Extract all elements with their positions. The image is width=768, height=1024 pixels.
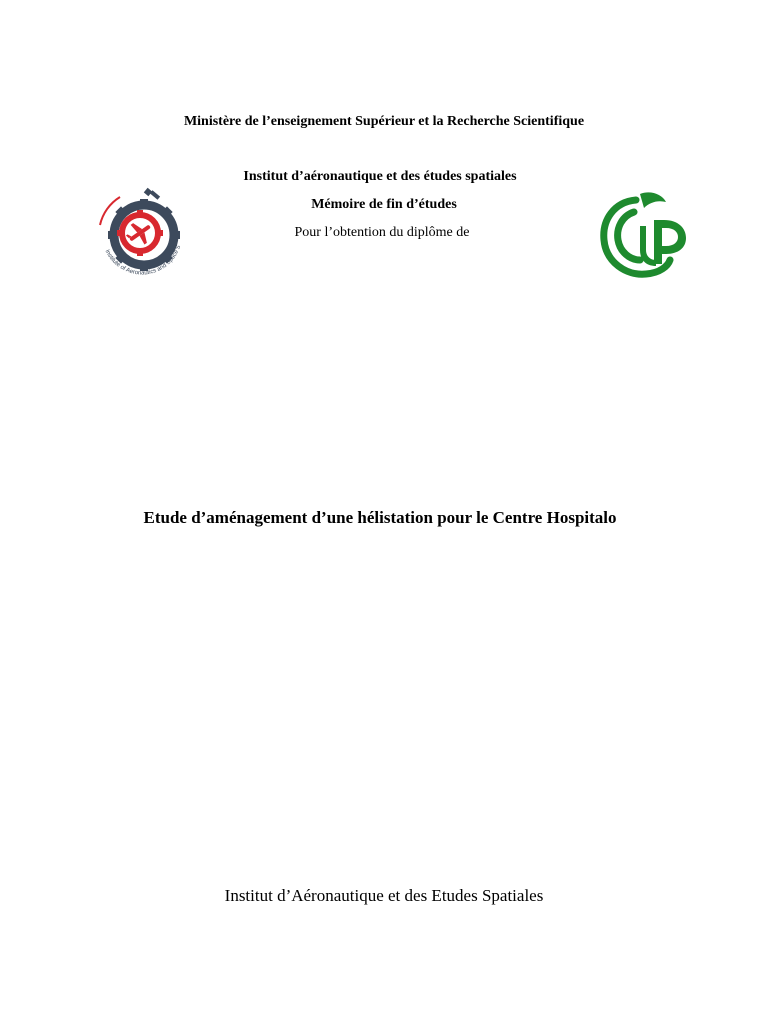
ministry-heading: Ministère de l’enseignement Supérieur et la Recherche Scientifique bbox=[183, 114, 585, 129]
thesis-title: Etude d’aménagement d’une hélistation pour le Centre Hospitalo bbox=[143, 508, 617, 527]
thesis-type: Mémoire de fin d’études bbox=[311, 197, 457, 212]
satellite-icon bbox=[144, 188, 160, 200]
logo-ring-text: Institute of Aeronautics and Space S bbox=[103, 244, 183, 277]
university-logo bbox=[596, 190, 692, 282]
diploma-purpose: Pour l’obtention du diplôme de bbox=[294, 225, 470, 240]
institute-footer: Institut d’Aéronautique et des Etudes Spatiales bbox=[224, 886, 544, 905]
institute-heading: Institut d’aéronautique et des études spatiales bbox=[243, 169, 517, 184]
aeronautics-institute-logo bbox=[90, 185, 194, 289]
